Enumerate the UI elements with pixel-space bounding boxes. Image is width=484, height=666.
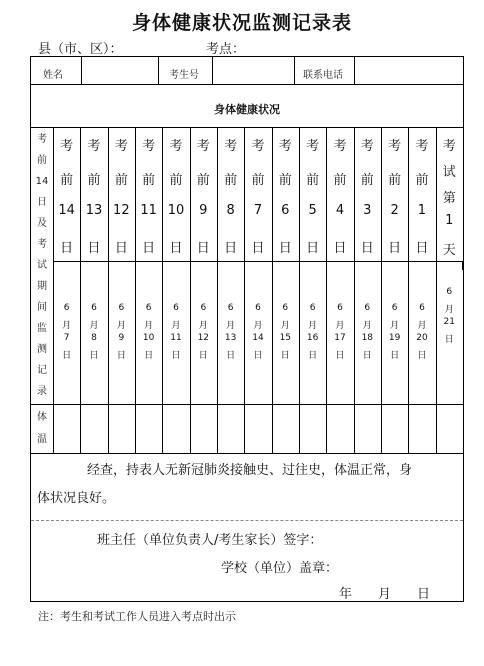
day-header-cell [53,127,80,261]
date-cell [408,261,435,404]
health-section-title: 身体健康状况 [214,103,280,116]
day-header-char: 9 [199,203,208,218]
date-char: 日 [362,351,372,361]
date-char: 21 [443,317,455,327]
day-header-cell [80,127,107,261]
phone-label: 联系电话 [303,70,343,81]
left-label-char: 监 [37,323,47,334]
date-char: 6 [173,303,179,313]
day-header-char: 前 [142,173,156,188]
temperature-cell[interactable] [326,405,353,453]
day-header-cell [354,127,381,261]
temperature-cell[interactable] [381,405,408,453]
date-char: 月 [362,321,372,331]
date-cell [53,261,80,404]
date-char: 6 [446,287,453,297]
date-char: 8 [91,333,97,343]
date-char: 月 [280,321,290,331]
day-header-char: 前 [169,173,183,188]
day-header-char: 前 [87,173,101,188]
date-cell [381,261,408,404]
day-header-char: 考 [415,139,429,154]
date-char: 14 [252,333,264,343]
date-char: 月 [89,321,99,331]
day-header-cell [108,127,135,261]
day-header-char: 日 [415,241,429,256]
temperature-cell[interactable] [135,405,162,453]
temperature-cell[interactable] [162,405,189,453]
date-cell [108,261,135,404]
date-char: 日 [198,351,208,361]
date-char: 9 [118,333,125,343]
date-char: 6 [200,303,207,313]
left-label-char: 记 [37,365,47,376]
date-char: 6 [145,303,152,313]
teacher-signature-label: 班主任（单位负责人/考生家长）签字： [97,533,323,548]
day-header-char: 4 [335,203,345,218]
date-cell [436,261,463,404]
date-char: 17 [334,333,346,343]
day-header-char: 1 [445,213,454,228]
exam-no-label: 考生号 [169,70,199,81]
day-header-char: 试 [442,165,456,180]
day-header-char: 日 [333,241,347,256]
date-cell [217,261,244,404]
day-header-char: 考 [360,139,374,154]
day-header-char: 前 [333,173,347,188]
day-header-char: 14 [58,203,75,218]
day-header-char: 10 [167,203,185,218]
left-label-char: 考 [37,239,47,250]
record-table [30,56,464,602]
date-char: 月 [116,321,126,331]
temp-label-char: 体 [37,412,47,423]
date-char: 日 [144,351,154,361]
day-header-char: 考 [60,139,74,154]
date-char: 19 [388,333,401,343]
date-char: 15 [279,333,292,343]
day-header-cell [244,127,271,261]
day-header-char: 第 [442,191,456,206]
left-label-char: 测 [37,344,47,355]
date-char: 16 [306,333,319,343]
statement-line-2: 体状况良好。 [37,491,116,506]
day-header-char: 前 [60,173,74,188]
edge-marker [462,262,464,270]
name-label: 姓名 [43,70,63,81]
county-label: 县（市、区）： [38,42,123,57]
monitoring-period-label [31,129,53,402]
left-label-char: 及 [37,218,47,229]
date-cell [299,261,326,404]
left-label-char: 间 [37,302,47,313]
date-char: 日 [444,335,454,345]
day-header-char: 日 [251,241,265,256]
date-char: 6 [63,303,70,313]
date-char: 日 [280,351,290,361]
date-char: 月 [390,321,400,331]
date-char: 月 [144,321,154,331]
sign-date-label: 年 月 日 [339,587,431,602]
date-char: 日 [116,351,126,361]
date-char: 日 [308,351,318,361]
date-char: 月 [171,321,181,331]
day-header-char: 12 [113,203,130,218]
temperature-cell[interactable] [408,405,435,453]
day-header-char: 前 [278,173,292,188]
day-header-cell [436,127,463,261]
date-char: 6 [309,303,316,313]
date-char: 6 [255,303,261,313]
day-header-char: 前 [196,173,210,188]
day-header-char: 前 [251,173,265,188]
day-header-char: 前 [224,173,238,188]
date-char: 日 [390,351,400,361]
day-header-char: 日 [360,241,374,256]
date-char: 12 [197,333,210,343]
temperature-cell[interactable] [299,405,326,453]
day-header-char: 考 [224,139,238,154]
date-char: 日 [62,351,72,361]
day-header-char: 2 [390,203,399,218]
day-header-cell [272,127,299,261]
date-cell [162,261,189,404]
date-char: 月 [253,321,263,331]
day-header-char: 前 [306,173,320,188]
date-char: 月 [308,321,318,331]
date-cell [190,261,217,404]
day-header-char: 日 [388,241,402,256]
day-header-char: 3 [363,203,372,218]
day-header-char: 日 [196,241,210,256]
date-cell [354,261,381,404]
date-char: 6 [282,303,289,313]
date-char: 6 [91,303,97,313]
day-header-char: 11 [140,203,157,218]
day-header-char: 前 [415,173,429,188]
page-title: 身体健康状况监测记录表 [131,12,352,34]
day-header-cell [135,127,162,261]
left-label-char: 考 [37,134,47,145]
exam-site-label: 考点： [206,42,246,57]
date-char: 6 [118,303,125,313]
statement-line-1: 经查，持表人无新冠肺炎接触史、过往史，体温正常，身 [87,463,413,478]
date-char: 日 [171,351,181,361]
date-cell [80,261,107,404]
date-char: 10 [142,333,155,343]
left-label-char: 日 [37,197,47,208]
date-cell [272,261,299,404]
temperature-cell[interactable] [354,405,381,453]
day-header-char: 8 [226,203,235,218]
date-char: 6 [337,303,343,313]
day-header-cell [162,127,189,261]
day-header-char: 日 [142,241,156,256]
day-header-char: 6 [281,203,290,218]
date-char: 20 [416,333,428,343]
left-label-char: 前 [37,155,47,166]
date-char: 日 [226,351,236,361]
date-char: 6 [227,303,234,313]
day-header-char: 考 [251,139,265,154]
day-header-char: 考 [196,139,210,154]
temperature-cell[interactable] [190,405,217,453]
day-header-char: 考 [142,139,156,154]
day-header-char: 考 [333,139,347,154]
date-char: 日 [89,351,99,361]
day-header-char: 前 [114,173,128,188]
day-header-cell [381,127,408,261]
left-label-char: 期 [37,281,47,292]
day-header-char: 考 [87,139,101,154]
day-header-char: 前 [388,173,402,188]
day-header-cell [299,127,326,261]
date-char: 6 [419,303,425,313]
left-label-char: 录 [37,386,47,397]
temperature-cell[interactable] [108,405,135,453]
day-header-char: 考 [306,139,320,154]
date-char: 月 [335,321,345,331]
date-char: 6 [391,303,398,313]
date-cell [326,261,353,404]
temperature-cell[interactable] [53,405,80,453]
date-char: 月 [62,321,72,331]
day-header-cell [217,127,244,261]
temperature-cell[interactable] [436,405,463,453]
date-char: 日 [417,351,427,361]
left-label-char: 试 [37,260,47,271]
date-char: 月 [198,321,208,331]
footnote: 注：考生和考试工作人员进入考点时出示 [38,610,236,623]
day-header-char: 考 [114,139,128,154]
date-char: 11 [170,333,182,343]
day-header-char: 日 [114,241,128,256]
day-header-char: 日 [278,241,292,256]
day-header-char: 考 [278,139,292,154]
date-char: 月 [226,321,236,331]
day-header-char: 日 [60,241,74,256]
temperature-cell[interactable] [217,405,244,453]
day-header-cell [326,127,353,261]
school-seal-label: 学校（单位）盖章： [221,561,339,576]
day-header-char: 前 [360,173,374,188]
day-header-char: 日 [306,241,320,256]
date-cell [135,261,162,404]
day-header-char: 5 [308,203,317,218]
day-header-char: 考 [442,139,456,154]
left-label-char: 14 [35,176,49,187]
date-char: 18 [361,333,374,343]
date-char: 13 [224,333,237,343]
day-header-char: 天 [442,243,456,258]
date-char: 6 [364,303,371,313]
date-char: 月 [444,305,454,315]
date-char: 日 [335,351,345,361]
day-header-char: 考 [169,139,183,154]
temperature-label [31,407,53,451]
day-header-char: 1 [417,203,427,218]
day-header-cell [408,127,435,261]
day-header-char: 7 [253,203,263,218]
day-header-char: 考 [388,139,402,154]
date-cell [244,261,271,404]
day-header-char: 日 [87,241,101,256]
temp-label-char: 温 [37,434,47,445]
day-header-cell [190,127,217,261]
date-char: 月 [417,321,427,331]
day-header-char: 日 [224,241,238,256]
temperature-cell[interactable] [80,405,107,453]
day-header-char: 13 [85,203,103,218]
temperature-cell[interactable] [244,405,271,453]
day-header-char: 日 [169,241,183,256]
date-char: 7 [63,333,70,343]
temperature-cell[interactable] [272,405,299,453]
date-char: 日 [253,351,263,361]
